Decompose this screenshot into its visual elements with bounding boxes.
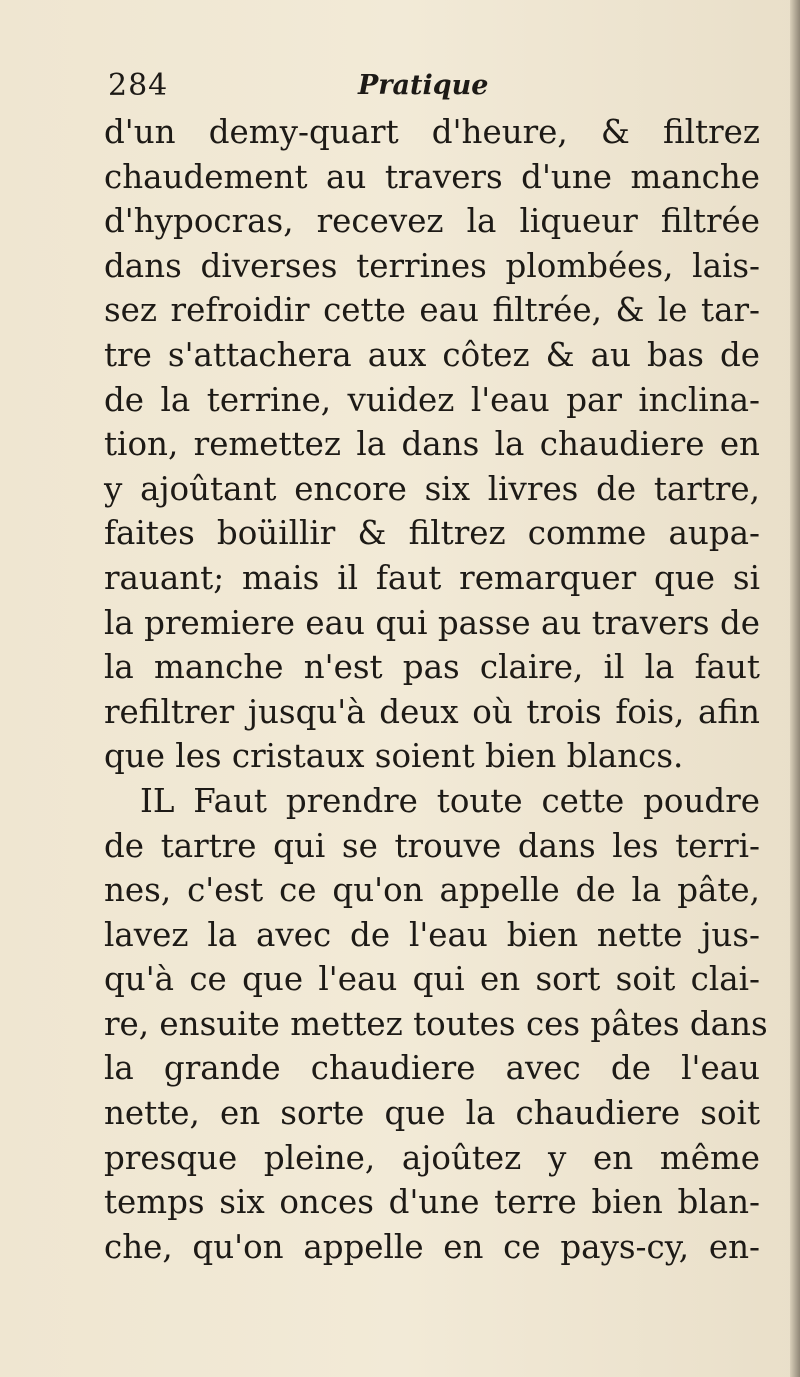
- text-line: nette, en sorte que la chaudiere soit: [104, 1094, 760, 1133]
- paragraph-start-line: IL Faut prendre toute cette poudre: [140, 781, 760, 820]
- text-line: refiltrer jusqu'à deux où trois fois, afin: [104, 692, 760, 731]
- page-number: 284: [108, 68, 169, 103]
- text-line: de la terrine, vuidez l'eau par inclina-: [104, 380, 760, 419]
- text-line: sez refroidir cette eau filtrée, & le tar-: [104, 291, 760, 330]
- text-line: qu'à ce que l'eau qui en sort soit clai-: [104, 960, 760, 999]
- text-line: la manche n'est pas claire, il la faut: [104, 648, 760, 687]
- text-line: dans diverses terrines plombées, lais-: [104, 246, 760, 285]
- text-line: temps six onces d'une terre bien blan-: [104, 1183, 760, 1222]
- text-line: de tartre qui se trouve dans les terri-: [104, 826, 760, 865]
- text-line: rauant; mais il faut remarquer que si: [104, 558, 760, 597]
- text-line: tion, remettez la dans la chaudiere en: [104, 425, 760, 464]
- text-line: lavez la avec de l'eau bien nette jus-: [104, 915, 760, 954]
- text-line: tre s'attachera aux côtez & au bas de: [104, 335, 760, 374]
- body-text: [104, 110, 768, 1269]
- text-line: la grande chaudiere avec de l'eau: [104, 1049, 760, 1088]
- text-line: nes, c'est ce qu'on appelle de la pâte,: [104, 871, 760, 910]
- text-line: che, qu'on appelle en ce pays-cy, en-: [104, 1227, 760, 1266]
- text-line: d'un demy-quart d'heure, & filtrez: [104, 113, 760, 151]
- text-line: chaudement au travers d'une manche: [104, 157, 760, 196]
- text-line: d'hypocras, recevez la liqueur filtrée: [104, 202, 760, 241]
- running-title: Pratique: [358, 70, 489, 101]
- text-line: la premiere eau qui passe au travers de: [104, 603, 760, 642]
- page-edge-shadow: [790, 0, 800, 1377]
- text-line: re, ensuite mettez toutes ces pâtes dans: [104, 1004, 768, 1043]
- text-line: faites boüillir & filtrez comme aupa-: [104, 514, 760, 553]
- text-line: y ajoûtant encore six livres de tartre,: [104, 469, 760, 508]
- text-line: que les cristaux soient bien blancs.: [104, 737, 684, 776]
- page-header: [108, 62, 708, 112]
- text-line: presque pleine, ajoûtez y en même: [104, 1138, 760, 1177]
